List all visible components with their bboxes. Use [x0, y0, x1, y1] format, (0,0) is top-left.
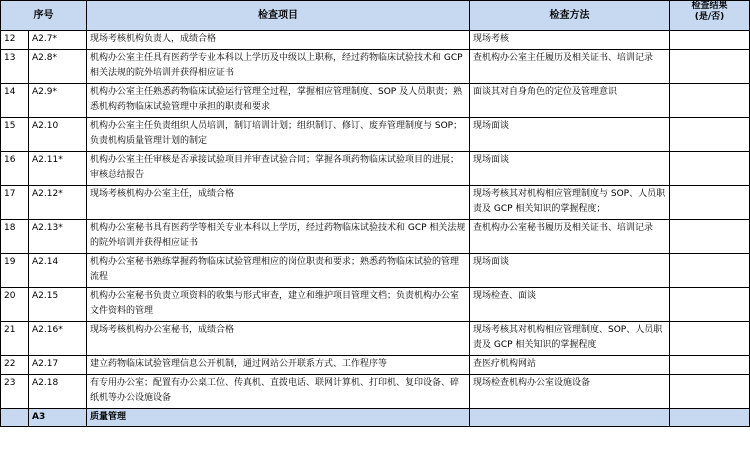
row-item: 机构办公室主任熟悉药物临床试验运行管理全过程，掌握相应管理制度、SOP 及人员职责；熟悉机构药物临床试验管理中承担的职责和要求 — [87, 84, 470, 118]
row-code: A2.14 — [29, 254, 87, 288]
section-blank — [1, 409, 29, 427]
row-code: A2.16* — [29, 322, 87, 356]
row-code: A2.10 — [29, 118, 87, 152]
row-method: 现场面谈 — [470, 118, 670, 152]
row-method: 现场考核其对机构相应管理制度与 SOP、人员职责及 GCP 相关知识的掌握程度； — [470, 186, 670, 220]
row-result-cell[interactable] — [670, 84, 750, 118]
row-code: A2.12* — [29, 186, 87, 220]
row-method: 查机构办公室主任履历及相关证书、培训记录 — [470, 50, 670, 84]
row-number: 22 — [1, 356, 29, 375]
row-number: 18 — [1, 220, 29, 254]
section-row — [1, 409, 750, 427]
header-result — [670, 1, 750, 31]
header-num: 序号 — [1, 1, 87, 31]
row-item: 机构办公室主任审核是否承接试验项目并审查试验合同；掌握各项药物临床试验项目的进展；审核总结报告 — [87, 152, 470, 186]
row-number: 21 — [1, 322, 29, 356]
row-item: 有专用办公室；配置有办公桌工位、传真机、直拨电话、联网计算机、打印机、复印设备、碎纸机等办公设施设备 — [87, 375, 470, 409]
row-result-cell[interactable] — [670, 254, 750, 288]
row-code: A2.9* — [29, 84, 87, 118]
row-method: 面谈其对自身角色的定位及管理意识 — [470, 84, 670, 118]
table-row — [1, 50, 750, 84]
table-row — [1, 31, 750, 50]
row-number: 13 — [1, 50, 29, 84]
row-code: A2.11* — [29, 152, 87, 186]
row-result-cell[interactable] — [670, 50, 750, 84]
row-number: 14 — [1, 84, 29, 118]
table-row — [1, 322, 750, 356]
row-item: 建立药物临床试验管理信息公开机制，通过网站公开联系方式、工作程序等 — [87, 356, 470, 375]
row-method: 现场检查机构办公室设施设备 — [470, 375, 670, 409]
header-result-line1: 检查结果 — [691, 1, 728, 11]
row-result-cell[interactable] — [670, 375, 750, 409]
table-row — [1, 152, 750, 186]
row-result-cell[interactable] — [670, 186, 750, 220]
row-code: A2.7* — [29, 31, 87, 50]
table-row — [1, 84, 750, 118]
row-item: 机构办公室主任具有医药学专业本科以上学历及中级以上职称，经过药物临床试验技术和 GCP 相关法规的院外培训并获得相应证书 — [87, 50, 470, 84]
row-number: 23 — [1, 375, 29, 409]
section-method-blank — [470, 409, 670, 427]
row-method: 查医疗机构网站 — [470, 356, 670, 375]
section-result-blank — [670, 409, 750, 427]
row-item: 现场考核机构办公室主任，成绩合格 — [87, 186, 470, 220]
row-item: 机构办公室秘书负责立项资料的收集与形式审查，建立和维护项目管理文档；负责机构办公室文件资料的管理 — [87, 288, 470, 322]
row-method: 现场面谈 — [470, 152, 670, 186]
row-item: 机构办公室秘书熟练掌握药物临床试验管理相应的岗位职责和要求；熟悉药物临床试验的管理流程 — [87, 254, 470, 288]
table-row — [1, 220, 750, 254]
row-code: A2.17 — [29, 356, 87, 375]
table-row — [1, 288, 750, 322]
row-code: A2.15 — [29, 288, 87, 322]
row-number: 17 — [1, 186, 29, 220]
table-row — [1, 118, 750, 152]
row-number: 16 — [1, 152, 29, 186]
row-item: 现场考核机构办公室秘书，成绩合格 — [87, 322, 470, 356]
row-number: 12 — [1, 31, 29, 50]
table-row — [1, 254, 750, 288]
table-row — [1, 375, 750, 409]
row-code: A2.13* — [29, 220, 87, 254]
table-row — [1, 356, 750, 375]
row-result-cell[interactable] — [670, 288, 750, 322]
table-header-row — [1, 1, 750, 31]
row-result-cell[interactable] — [670, 118, 750, 152]
row-result-cell[interactable] — [670, 322, 750, 356]
row-number: 19 — [1, 254, 29, 288]
row-result-cell[interactable] — [670, 31, 750, 50]
row-number: 15 — [1, 118, 29, 152]
row-item: 机构办公室秘书具有医药学等相关专业本科以上学历，经过药物临床试验技术和 GCP 相关法规的院外培训并获得相应证书 — [87, 220, 470, 254]
row-item: 现场考核机构负责人，成绩合格 — [87, 31, 470, 50]
row-method: 现场检查、面谈 — [470, 288, 670, 322]
row-code: A2.18 — [29, 375, 87, 409]
row-method: 现场考核其对机构相应管理制度、SOP、人员职责及 GCP 相关知识的掌握程度 — [470, 322, 670, 356]
row-code: A2.8* — [29, 50, 87, 84]
row-method: 现场面谈 — [470, 254, 670, 288]
row-method: 现场考核 — [470, 31, 670, 50]
row-result-cell[interactable] — [670, 356, 750, 375]
header-item: 检查项目 — [87, 1, 470, 31]
section-title: 质量管理 — [87, 409, 470, 427]
row-number: 20 — [1, 288, 29, 322]
row-item: 机构办公室主任负责组织人员培训，制订培训计划；组织制订、修订、废弃管理制度与 SOP；负责机构质量管理计划的制定 — [87, 118, 470, 152]
header-method: 检查方法 — [470, 1, 670, 31]
table-row — [1, 186, 750, 220]
row-result-cell[interactable] — [670, 220, 750, 254]
header-result-line2: (是/否) — [694, 12, 725, 22]
row-method: 查机构办公室秘书履历及相关证书、培训记录 — [470, 220, 670, 254]
row-result-cell[interactable] — [670, 152, 750, 186]
section-code: A3 — [29, 409, 87, 427]
